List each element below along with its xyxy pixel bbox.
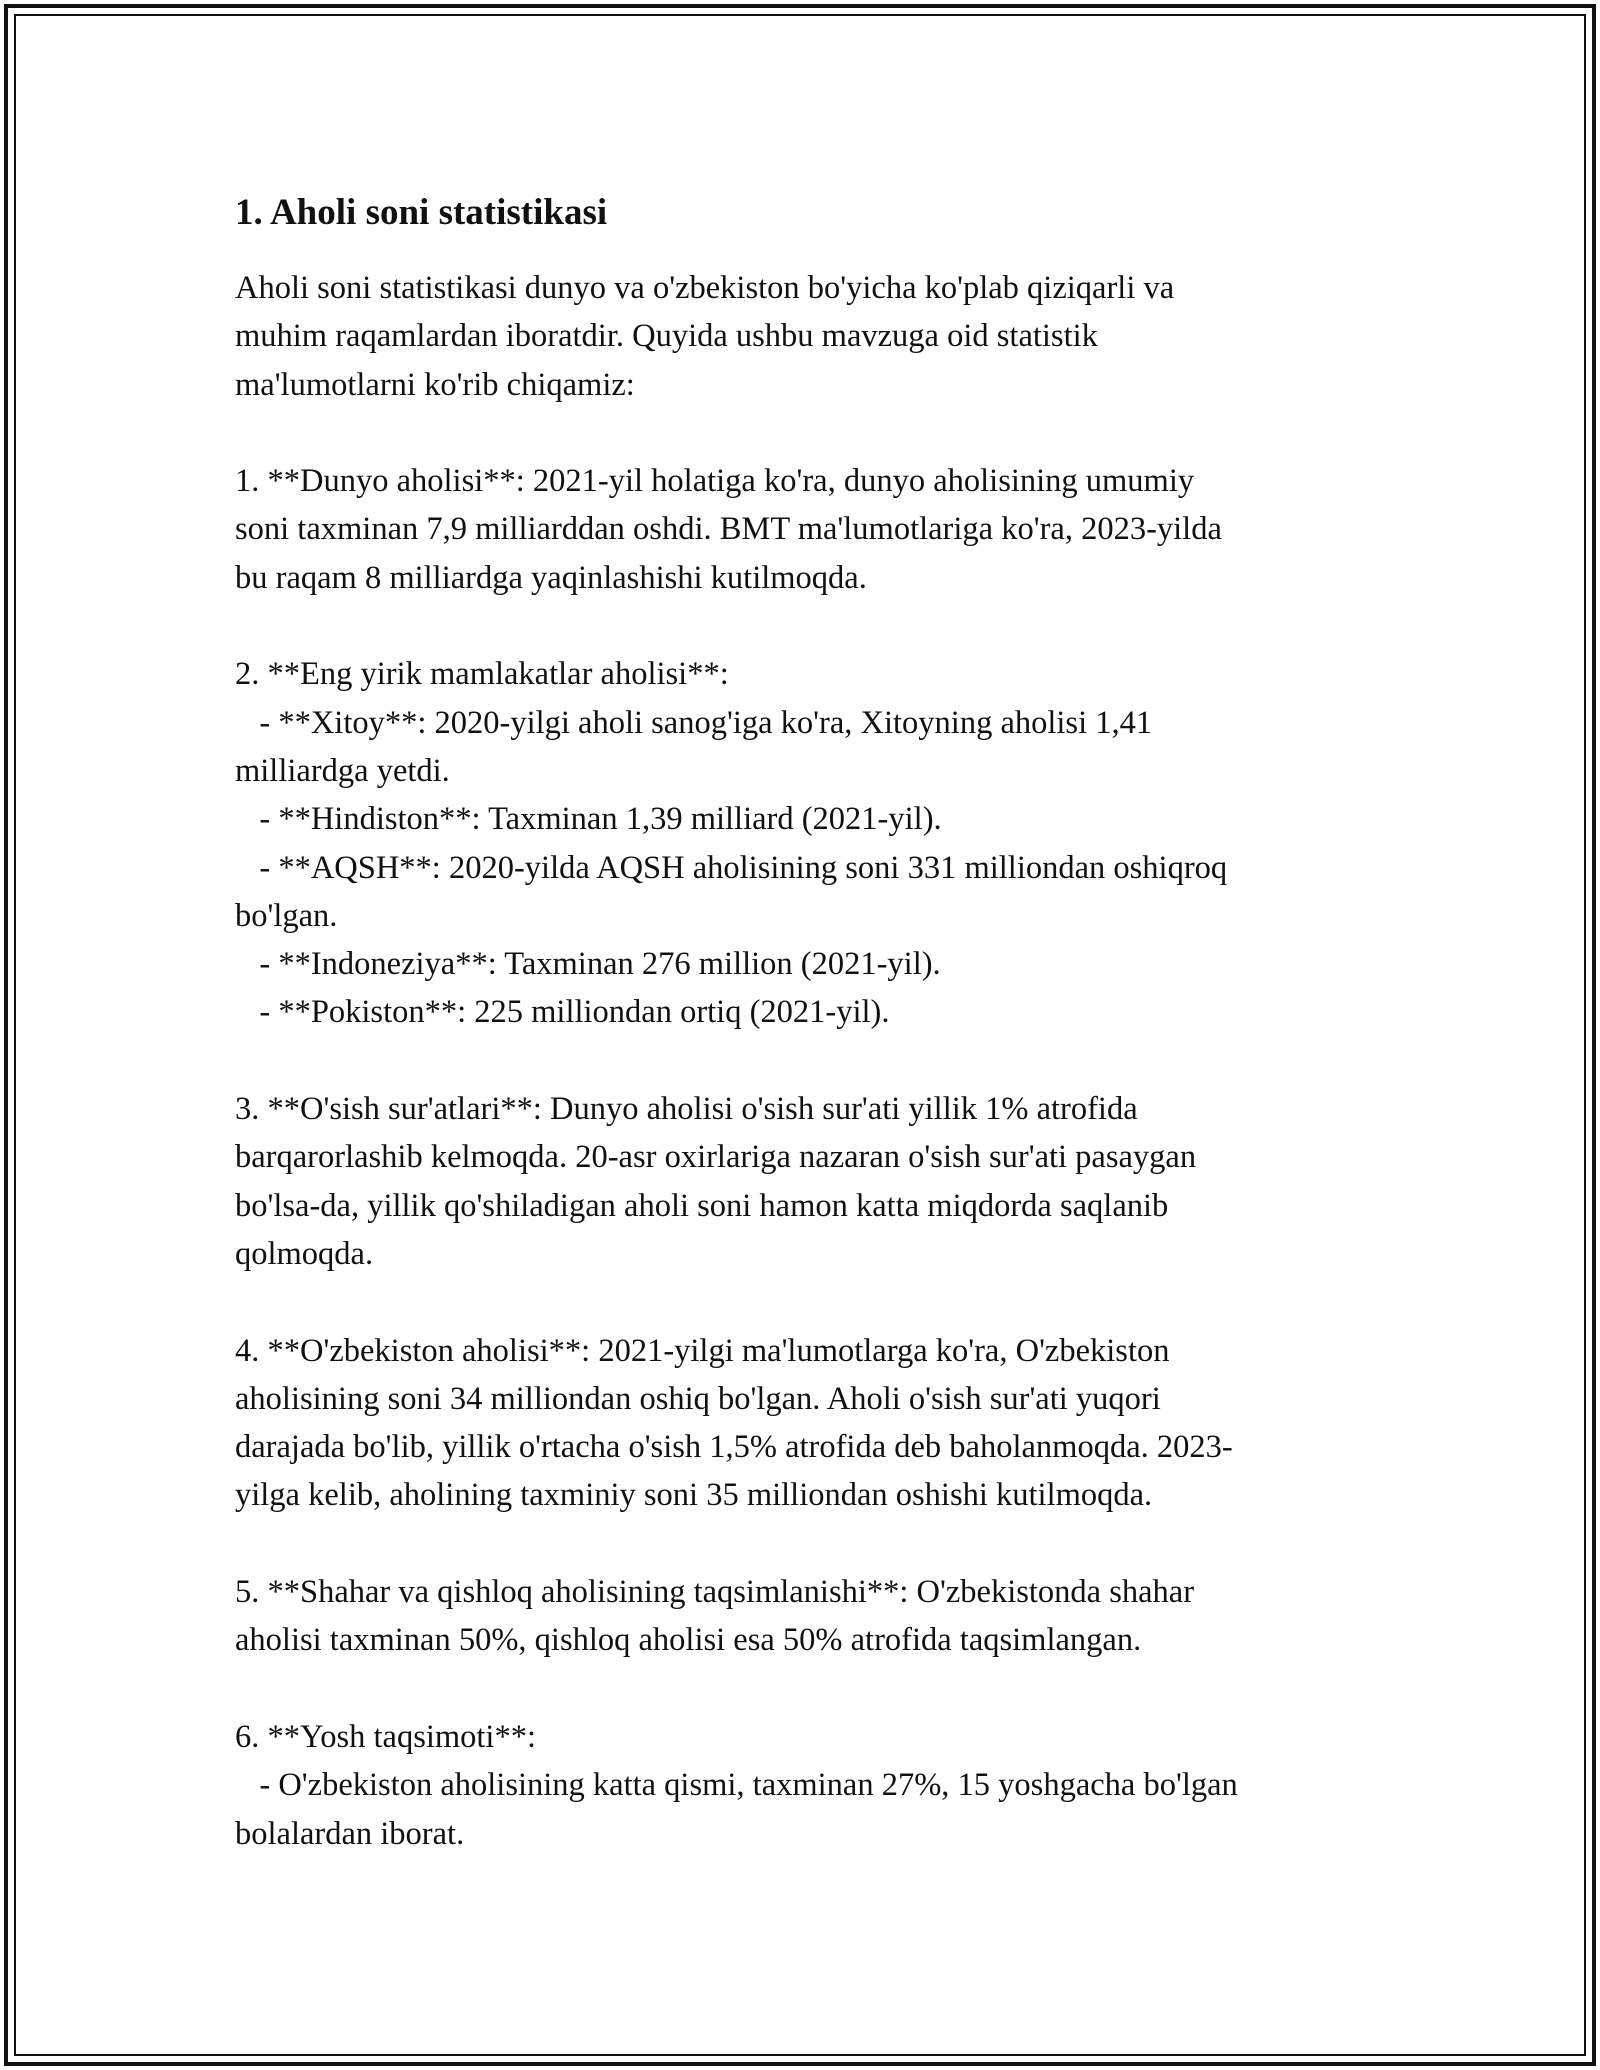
document-body xyxy=(235,188,1385,1858)
blank-line xyxy=(235,1037,1385,1085)
intro-paragraph: Aholi soni statistikasi dunyo va o'zbekiston bo'yicha ko'plab qiziqarli va muhim raqamlardan iboratdir. Quyida ushbu mavzuga oid statistik ma'lumotlarni ko'rib chiqamiz: xyxy=(235,270,1175,403)
item-growth-rates: 3. **O'sish sur'atlari**: Dunyo aholisi o'sish sur'ati yillik 1% atrofida barqarorlashib kelmoqda. 20-asr oxirlariga nazaran o'sish sur'ati pasaygan bo'lsa-da, yillik qo'shiladigan aholi soni hamon katta miqdorda saqlanib qolmoqda. xyxy=(235,1091,1197,1272)
blank-line xyxy=(235,1665,1385,1713)
item-largest-countries: 2. **Eng yirik mamlakatlar aholisi**: - **Xitoy**: 2020-yilgi aholi sanog'iga ko'ra, Xitoyning aholisi 1,41 milliardga yetdi. - **Hindiston**: Taxminan 1,39 milliard (2021-yil). - **AQSH**: 2020-yilda AQSH aholisining soni 331 milliondan oshiqroq bo'lgan. - **Indoneziya**: Taxminan 276 million (2021-yil). - **Pokiston**: 225 milliondan ortiq (2021-yil). xyxy=(235,656,1228,1031)
blank-line xyxy=(235,1278,1385,1326)
item-uzbekistan-population: 4. **O'zbekiston aholisi**: 2021-yilgi ma'lumotlarga ko'ra, O'zbekiston aholisining soni 34 milliondan oshiq bo'lgan. Aholi o'sish sur'ati yuqori darajada bo'lib, yillik o'rtacha o'sish 1,5% atrofida deb baholanmoqda. 2023- yilga kelib, aholining taxminiy soni 35 milliondan oshishi kutilmoqda. xyxy=(235,1332,1233,1514)
item-world-population: 1. **Dunyo aholisi**: 2021-yil holatiga ko'ra, dunyo aholisining umumiy soni taxminan 7,9 milliarddan oshdi. BMT ma'lumotlariga ko'ra, 2023-yilda bu raqam 8 milliardga yaqinlashishi kutilmoqda. xyxy=(235,463,1222,596)
blank-line xyxy=(235,409,1385,457)
document-title: 1. Aholi soni statistikasi xyxy=(235,192,608,233)
item-urban-rural-distribution: 5. **Shahar va qishloq aholisining taqsimlanishi**: O'zbekistonda shahar aholisi taxminan 50%, qishloq aholisi esa 50% atrofida taqsimlangan. xyxy=(235,1574,1195,1659)
blank-line xyxy=(235,1520,1385,1568)
item-age-distribution: 6. **Yosh taqsimoti**: - O'zbekiston aholisining katta qismi, taxminan 27%, 15 yoshgacha bo'lgan bolalardan iborat. xyxy=(235,1718,1238,1852)
blank-line xyxy=(235,602,1385,650)
